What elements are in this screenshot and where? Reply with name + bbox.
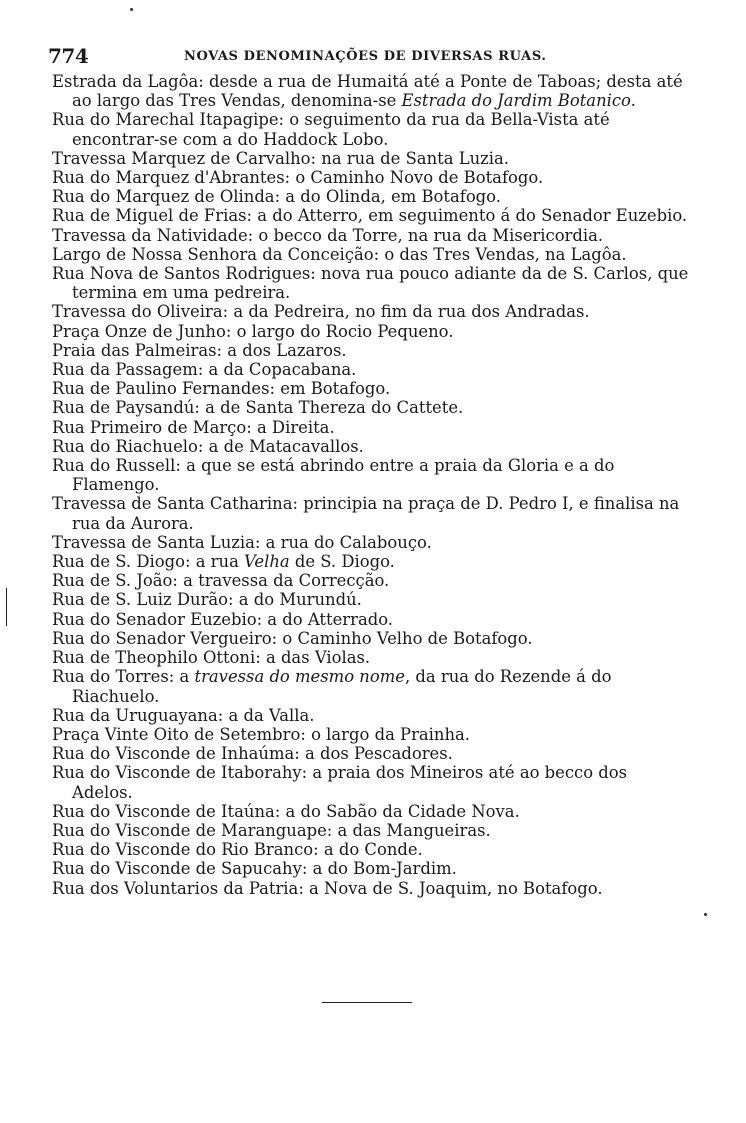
entry-text: Rua da Passagem: a da Copacabana. (52, 360, 357, 380)
street-entry (52, 206, 692, 225)
street-entry (52, 379, 692, 398)
street-entry (52, 725, 692, 744)
entry-text: Rua do Russell: a que se está abrindo entre a praia da Gloria e a do Flamengo. (52, 456, 615, 495)
street-entry (52, 341, 692, 360)
street-entry (52, 840, 692, 859)
street-entry (52, 590, 692, 609)
street-entry (52, 667, 692, 705)
street-entry (52, 629, 692, 648)
entry-text: Largo de Nossa Senhora da Conceição: o das Tres Vendas, na Lagôa. (52, 244, 627, 264)
entry-text: Rua do Senador Vergueiro: o Caminho Velho de Botafogo. (52, 628, 533, 648)
entry-text: Rua do Visconde de Maranguape: a das Mangueiras. (52, 820, 491, 840)
entry-text: Rua de Theophilo Ottoni: a das Violas. (52, 648, 371, 668)
entry-text: Rua de Miguel de Frias: a do Atterro, em seguimento á do Senador Euzebio. (52, 206, 688, 226)
street-entry (52, 763, 692, 801)
entry-text: Rua do Marquez d'Abrantes: o Caminho Novo de Botafogo. (52, 168, 544, 188)
entry-text: Rua de Paulino Fernandes: em Botafogo. (52, 379, 391, 399)
street-entry (52, 149, 692, 168)
entry-text: Rua de S. Diogo: a rua (52, 552, 245, 572)
running-title: NOVAS DENOMINAÇÕES DE DIVERSAS RUAS. (184, 49, 547, 64)
entry-text: Rua do Visconde de Inhaúma: a dos Pescadores. (52, 744, 453, 764)
street-entry (52, 398, 692, 417)
street-entry (52, 110, 692, 148)
entry-text: Rua de S. Luiz Durão: a do Murundú. (52, 590, 362, 610)
street-entry (52, 879, 692, 898)
street-entry (52, 245, 692, 264)
entry-italic-text: Velha (244, 552, 290, 572)
entry-text: Rua do Senador Euzebio: a do Atterrado. (52, 609, 394, 629)
street-entry (52, 859, 692, 878)
street-entry (52, 456, 692, 494)
entry-italic-text: Estrada do Jardim Botanico. (401, 91, 636, 111)
entry-text: Rua do Riachuelo: a de Matacavallos. (52, 436, 364, 456)
street-entry (52, 571, 692, 590)
entry-text: Estrada da Lagôa: desde a rua de Humaitá até a Ponte de Taboas; desta até ao largo das Tres Vendas, denomina-se (52, 72, 683, 111)
street-entry (52, 264, 692, 302)
street-entry (52, 744, 692, 763)
entry-text: Rua do Marquez de Olinda: a do Olinda, em Botafogo. (52, 187, 501, 207)
street-entry (52, 168, 692, 187)
entry-text: Rua Nova de Santos Rodrigues: nova rua pouco adiante da de S. Carlos, que termina em uma pedreira. (52, 264, 689, 303)
entry-text: Praia das Palmeiras: a dos Lazaros. (52, 340, 347, 360)
entry-text: Rua de Paysandú: a de Santa Thereza do Cattete. (52, 398, 464, 418)
street-entry (52, 437, 692, 456)
entry-text-tail: , da rua do Rezende á do Riachuelo. (72, 667, 612, 706)
street-name-list (52, 72, 692, 898)
ink-speck (704, 913, 707, 916)
closing-rule (322, 1002, 412, 1003)
page-header (48, 44, 688, 70)
entry-text: Rua do Visconde de Itaborahy: a praia dos Mineiros até ao becco dos Adelos. (52, 763, 628, 802)
entry-text-tail: de S. Diogo. (289, 552, 395, 572)
street-entry (52, 72, 692, 110)
entry-text: Travessa de Santa Luzia: a rua do Calabouço. (52, 532, 432, 552)
entry-text: Rua do Visconde de Itaúna: a do Sabão da Cidade Nova. (52, 801, 520, 821)
street-entry (52, 802, 692, 821)
ink-speck (130, 8, 133, 11)
street-entry (52, 610, 692, 629)
entry-text: Rua da Uruguayana: a da Valla. (52, 705, 315, 725)
entry-text: Rua Primeiro de Março: a Direita. (52, 417, 335, 437)
street-entry (52, 821, 692, 840)
street-entry (52, 533, 692, 552)
entry-text: Travessa da Natividade: o becco da Torre, na rua da Misericordia. (52, 225, 604, 245)
street-entry (52, 187, 692, 206)
street-entry (52, 418, 692, 437)
street-entry (52, 322, 692, 341)
street-entry (52, 706, 692, 725)
page-number: 774 (48, 44, 89, 68)
street-entry (52, 360, 692, 379)
street-entry (52, 552, 692, 571)
entry-text: Rua dos Voluntarios da Patria: a Nova de S. Joaquim, no Botafogo. (52, 878, 603, 898)
entry-text: Rua do Torres: a (52, 667, 195, 687)
margin-mark (6, 588, 7, 626)
street-entry (52, 226, 692, 245)
street-entry (52, 302, 692, 321)
entry-text: Travessa de Santa Catharina: principia na praça de D. Pedro I, e finalisa na rua da Aurora. (52, 494, 680, 533)
entry-text: Rua de S. João: a travessa da Correcção. (52, 571, 390, 591)
entry-text: Rua do Visconde do Rio Branco: a do Conde. (52, 840, 423, 860)
entry-italic-text: travessa do mesmo nome (194, 667, 405, 687)
entry-text: Travessa Marquez de Carvalho: na rua de Santa Luzia. (52, 148, 510, 168)
street-entry (52, 494, 692, 532)
entry-text: Praça Vinte Oito de Setembro: o largo da Prainha. (52, 724, 471, 744)
entry-text: Travessa do Oliveira: a da Pedreira, no fim da rua dos Andradas. (52, 302, 590, 322)
entry-text: Rua do Marechal Itapagipe: o seguimento da rua da Bella-Vista até encontrar-se com a do Haddock Lobo. (52, 110, 610, 149)
entry-text: Rua do Visconde de Sapucahy: a do Bom-Jardim. (52, 859, 457, 879)
street-entry (52, 648, 692, 667)
entry-text: Praça Onze de Junho: o largo do Rocio Pequeno. (52, 321, 454, 341)
